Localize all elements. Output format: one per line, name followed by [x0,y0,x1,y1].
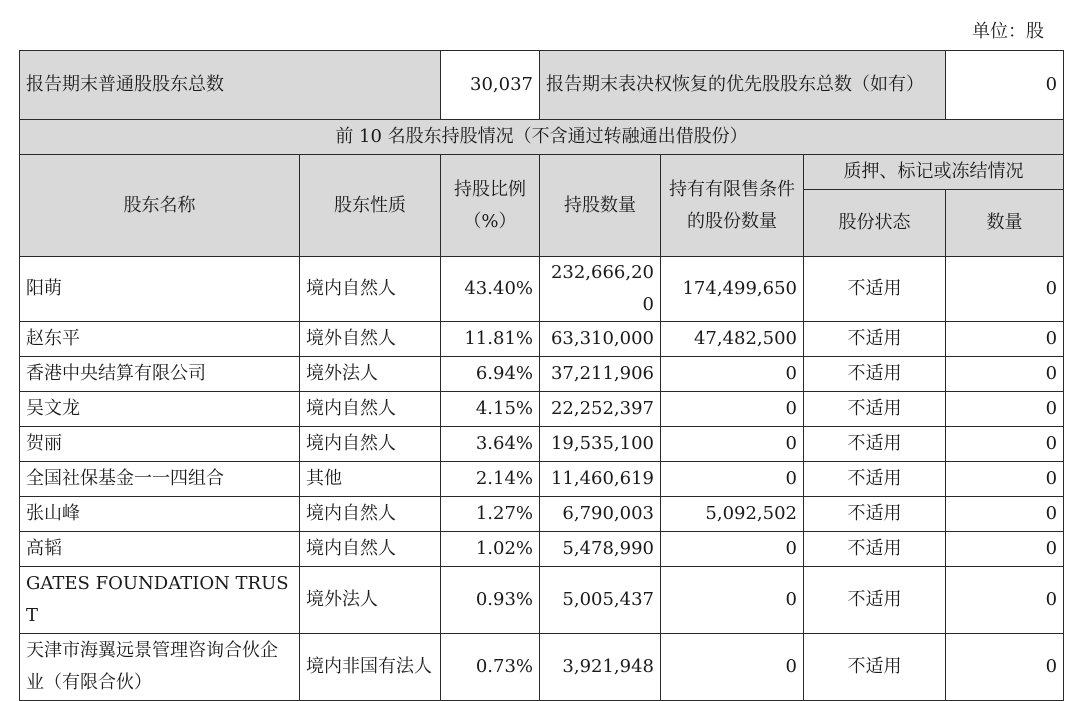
cell-name: 吴文龙 [20,392,300,427]
cell-ratio: 43.40% [441,257,540,322]
cell-quantity: 5,005,437 [540,567,661,634]
cell-pledge-qty: 0 [946,392,1064,427]
cell-nature: 境外自然人 [300,322,441,357]
cell-quantity: 63,310,000 [540,322,661,357]
cell-nature: 境内非国有法人 [300,634,441,701]
cell-pledge-qty: 0 [946,532,1064,567]
cell-name: 赵东平 [20,322,300,357]
section-title-row [20,120,1064,155]
cell-ratio: 11.81% [441,322,540,357]
cell-ratio: 1.02% [441,532,540,567]
table-row [20,634,1064,701]
cell-restricted: 47,482,500 [661,322,804,357]
cell-nature: 境外法人 [300,567,441,634]
cell-ratio: 2.14% [441,462,540,497]
cell-restricted: 0 [661,567,804,634]
table-row [20,497,1064,532]
cell-name: 张山峰 [20,497,300,532]
cell-nature: 境内自然人 [300,497,441,532]
table-row [20,462,1064,497]
cell-ratio: 1.27% [441,497,540,532]
cell-status: 不适用 [804,497,946,532]
table-row [20,357,1064,392]
cell-restricted: 0 [661,427,804,462]
cell-quantity: 19,535,100 [540,427,661,462]
cell-status: 不适用 [804,567,946,634]
cell-quantity: 6,790,003 [540,497,661,532]
cell-pledge-qty: 0 [946,634,1064,701]
cell-ratio: 4.15% [441,392,540,427]
cell-status: 不适用 [804,634,946,701]
cell-quantity: 3,921,948 [540,634,661,701]
cell-name: 天津市海翼远景管理咨询合伙企业（有限合伙） [20,634,300,701]
cell-nature: 其他 [300,462,441,497]
cell-nature: 境外法人 [300,357,441,392]
cell-quantity: 37,211,906 [540,357,661,392]
cell-nature: 境内自然人 [300,392,441,427]
cell-restricted: 0 [661,392,804,427]
header-pledge-status: 股份状态 [804,190,946,257]
cell-restricted: 0 [661,357,804,392]
preferred-holders-value: 0 [946,51,1064,120]
unit-label: 单位：股 [972,21,1044,42]
cell-status: 不适用 [804,257,946,322]
cell-quantity: 232,666,200 [540,257,661,322]
cell-restricted: 0 [661,532,804,567]
table-row [20,257,1064,322]
cell-pledge-qty: 0 [946,567,1064,634]
cell-name: 贺丽 [20,427,300,462]
cell-restricted: 174,499,650 [661,257,804,322]
cell-nature: 境内自然人 [300,532,441,567]
cell-restricted: 5,092,502 [661,497,804,532]
cell-pledge-qty: 0 [946,257,1064,322]
shareholder-table [19,50,1064,701]
preferred-holders-label: 报告期末表决权恢复的优先股股东总数（如有） [540,51,946,120]
cell-restricted: 0 [661,634,804,701]
cell-name: 阳萌 [20,257,300,322]
table-row [20,427,1064,462]
cell-name: 香港中央结算有限公司 [20,357,300,392]
cell-name: 高韬 [20,532,300,567]
table-row [20,567,1064,634]
common-holders-value: 30,037 [441,51,540,120]
section-title: 前 10 名股东持股情况（不含通过转融通出借股份） [20,120,1064,155]
cell-ratio: 0.93% [441,567,540,634]
cell-name: GATES FOUNDATION TRUST [20,567,300,634]
cell-name: 全国社保基金一一四组合 [20,462,300,497]
cell-status: 不适用 [804,322,946,357]
header-name: 股东名称 [20,155,300,257]
cell-pledge-qty: 0 [946,357,1064,392]
cell-pledge-qty: 0 [946,322,1064,357]
cell-status: 不适用 [804,427,946,462]
header-nature: 股东性质 [300,155,441,257]
cell-quantity: 22,252,397 [540,392,661,427]
cell-status: 不适用 [804,392,946,427]
cell-pledge-qty: 0 [946,462,1064,497]
cell-ratio: 0.73% [441,634,540,701]
cell-status: 不适用 [804,532,946,567]
cell-quantity: 5,478,990 [540,532,661,567]
summary-row [20,51,1064,120]
cell-nature: 境内自然人 [300,427,441,462]
header-ratio: 持股比例（%） [441,155,540,257]
cell-restricted: 0 [661,462,804,497]
cell-status: 不适用 [804,357,946,392]
header-quantity: 持股数量 [540,155,661,257]
header-pledge-group: 质押、标记或冻结情况 [804,155,1064,190]
table-row [20,532,1064,567]
cell-status: 不适用 [804,462,946,497]
cell-ratio: 3.64% [441,427,540,462]
cell-quantity: 11,460,619 [540,462,661,497]
common-holders-label: 报告期末普通股股东总数 [20,51,441,120]
table-row [20,392,1064,427]
cell-pledge-qty: 0 [946,497,1064,532]
table-row [20,322,1064,357]
cell-pledge-qty: 0 [946,427,1064,462]
cell-ratio: 6.94% [441,357,540,392]
header-row-1 [20,155,1064,190]
cell-nature: 境内自然人 [300,257,441,322]
header-pledge-qty: 数量 [946,190,1064,257]
header-restricted: 持有有限售条件的股份数量 [661,155,804,257]
